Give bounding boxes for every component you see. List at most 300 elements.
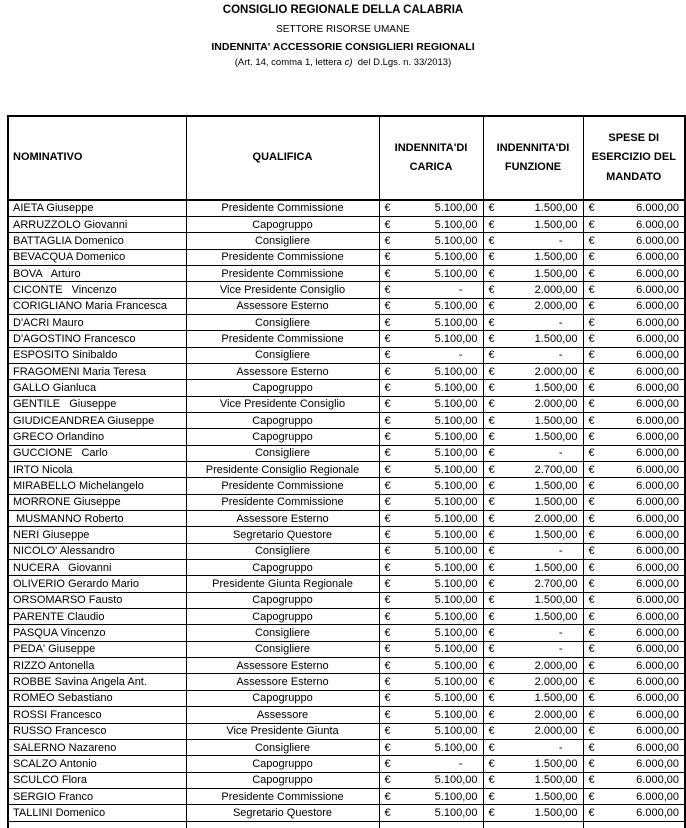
cell-indennita-carica [379,445,483,461]
euro-symbol: € [588,578,595,591]
cell-indennita-funzione [483,216,583,232]
euro-symbol: € [588,496,595,509]
table-row [8,511,685,527]
cell-qualifica: Consigliere [186,233,379,249]
euro-symbol: € [488,692,495,705]
euro-symbol: € [488,578,495,591]
amount-value: 6.000,00 [636,496,679,509]
table-row [8,282,685,298]
amount-value: 6.000,00 [636,365,679,378]
amount-value: 5.100,00 [434,365,478,378]
euro-symbol: € [384,790,391,803]
cell-spese-mandato [583,576,685,592]
cell-spese-mandato [583,396,685,412]
cell-indennita-carica [379,576,483,592]
amount-value: 6.000,00 [636,725,679,738]
euro-symbol: € [588,251,595,264]
table-row [8,576,685,592]
amount-value: 5.100,00 [434,610,478,623]
cell-nominativo: ROSSI Francesco [8,707,186,723]
amount-value: 2.000,00 [534,365,578,378]
cell-nominativo: ROMEO Sebastiano [8,690,186,706]
euro-symbol: € [384,529,391,542]
amount-value: 1.500,00 [534,790,578,803]
cell-indennita-funzione [483,494,583,510]
amount-value: 6.000,00 [636,561,679,574]
amount-value: 5.100,00 [434,790,478,803]
col-header-spese-mandato: SPESE DI ESERCIZIO DEL MANDATO [583,116,685,200]
document-header [0,4,686,69]
amount-value: 1.500,00 [534,202,578,215]
table-row [8,625,685,641]
amount-value: 5.100,00 [434,447,478,460]
amount-value: - [558,545,563,558]
cell-nominativo: TALLINI Domenico [8,805,186,821]
amount-value: 2.000,00 [534,659,578,672]
table-header [8,116,685,200]
euro-symbol: € [588,692,595,705]
amount-value: 5.100,00 [434,643,478,656]
euro-symbol: € [384,692,391,705]
cell-spese-mandato [583,249,685,265]
cell-indennita-carica [379,592,483,608]
euro-symbol: € [588,365,595,378]
amount-value: - [558,316,563,329]
cell-qualifica: Segretario Questore [186,805,379,821]
amount-value: 5.100,00 [434,659,478,672]
amount-value: 6.000,00 [636,708,679,721]
euro-symbol: € [384,496,391,509]
col-header-qualifica: QUALIFICA [186,116,379,200]
cell-qualifica: Capogruppo [186,380,379,396]
euro-symbol: € [588,316,595,329]
euro-symbol: € [488,725,495,738]
amount-value: 5.100,00 [434,806,478,819]
euro-symbol: € [488,414,495,427]
amount-value: 5.100,00 [434,218,478,231]
euro-symbol: € [384,676,391,689]
euro-symbol: € [588,545,595,558]
cell-indennita-carica [379,739,483,755]
cell-indennita-funzione [483,658,583,674]
amount-value: 6.000,00 [636,267,679,280]
amount-value: 6.000,00 [636,463,679,476]
euro-symbol: € [488,430,495,443]
cell-indennita-funzione [483,396,583,412]
amount-value: 5.100,00 [434,414,478,427]
euro-symbol: € [588,627,595,640]
euro-symbol: € [488,251,495,264]
euro-symbol: € [384,643,391,656]
cell-indennita-carica [379,429,483,445]
cell-qualifica [186,821,379,828]
cell-nominativo: GUCCIONE Carlo [8,445,186,461]
table-row [8,380,685,396]
table-row [8,331,685,347]
table-row [8,641,685,657]
euro-symbol: € [488,332,495,345]
euro-symbol: € [588,414,595,427]
amount-value: - [458,283,463,296]
cell-nominativo: ROBBE Savina Angela Ant. [8,674,186,690]
cell-indennita-funzione [483,821,583,828]
cell-qualifica: Presidente Commissione [186,331,379,347]
euro-symbol: € [588,790,595,803]
cell-qualifica: Capogruppo [186,609,379,625]
euro-symbol: € [588,398,595,411]
cell-indennita-funzione [483,445,583,461]
amount-value: 5.100,00 [434,708,478,721]
cell-indennita-carica [379,249,483,265]
amount-value: 6.000,00 [636,790,679,803]
org-title: CONSIGLIO REGIONALE DELLA CALABRIA [222,4,464,16]
euro-symbol: € [384,512,391,525]
amount-value: - [558,741,563,754]
cell-indennita-carica [379,756,483,772]
table-row [8,756,685,772]
cell-indennita-funzione [483,756,583,772]
cell-indennita-carica [379,478,483,494]
euro-symbol: € [488,202,495,215]
cell-nominativo: MUSMANNO Roberto [8,511,186,527]
cell-indennita-funzione [483,429,583,445]
cell-qualifica: Vice Presidente Consiglio [186,282,379,298]
table-row [8,216,685,232]
amount-value: 1.500,00 [534,430,578,443]
cell-nominativo: SALERNO Nazareno [8,739,186,755]
cell-indennita-funzione [483,478,583,494]
cell-indennita-funzione [483,805,583,821]
cell-spese-mandato [583,265,685,281]
amount-value: 6.000,00 [636,529,679,542]
cell-qualifica: Assessore Esterno [186,363,379,379]
amount-value: 6.000,00 [636,643,679,656]
amount-value: 1.500,00 [534,806,578,819]
amount-value: 6.000,00 [636,610,679,623]
cell-spese-mandato [583,429,685,445]
amount-value: 5.100,00 [434,774,478,787]
cell-indennita-carica [379,560,483,576]
euro-symbol: € [588,529,595,542]
cell-nominativo: AIETA Giuseppe [8,200,186,216]
cell-indennita-funzione [483,412,583,428]
euro-symbol: € [488,659,495,672]
amount-value: - [458,757,463,770]
amount-value: 6.000,00 [636,332,679,345]
amount-value: 2.700,00 [534,578,578,591]
table-row [8,347,685,363]
amount-value: 5.100,00 [434,381,478,394]
euro-symbol: € [588,708,595,721]
cell-indennita-funzione [483,592,583,608]
euro-symbol: € [488,398,495,411]
euro-symbol: € [384,414,391,427]
cell-spese-mandato [583,739,685,755]
amount-value: 6.000,00 [636,676,679,689]
table-row [8,707,685,723]
cell-nominativo: PARENTE Claudio [8,609,186,625]
amount-value: 6.000,00 [636,316,679,329]
document-title: INDENNITA' ACCESSORIE CONSIGLIERI REGIONALI [211,40,475,53]
cell-spese-mandato [583,412,685,428]
euro-symbol: € [488,316,495,329]
euro-symbol: € [384,627,391,640]
amount-value: 5.100,00 [434,594,478,607]
amount-value: 5.100,00 [434,316,478,329]
cell-indennita-carica [379,641,483,657]
euro-symbol: € [488,757,495,770]
euro-symbol: € [488,512,495,525]
amount-value: - [558,234,563,247]
cell-nominativo: FRAGOMENI Maria Teresa [8,363,186,379]
cell-qualifica: Consigliere [186,641,379,657]
amount-value: 5.100,00 [434,398,478,411]
cell-indennita-carica [379,821,483,828]
table-row [8,429,685,445]
euro-symbol: € [488,610,495,623]
cell-qualifica: Vice Presidente Giunta [186,723,379,739]
indemnities-table [7,115,686,828]
table-row [8,265,685,281]
amount-value: - [558,349,563,362]
cell-indennita-funzione [483,511,583,527]
cell-indennita-carica [379,658,483,674]
cell-qualifica: Capogruppo [186,560,379,576]
table-row [8,772,685,788]
amount-value: 2.000,00 [534,398,578,411]
amount-value: 1.500,00 [534,332,578,345]
euro-symbol: € [384,398,391,411]
euro-symbol: € [384,561,391,574]
cell-qualifica: Assessore [186,707,379,723]
cell-qualifica: Capogruppo [186,429,379,445]
cell-indennita-funzione [483,200,583,216]
amount-value: 6.000,00 [636,300,679,313]
cell-spese-mandato [583,821,685,828]
euro-symbol: € [384,545,391,558]
amount-value: 6.000,00 [636,480,679,493]
cell-qualifica: Presidente Commissione [186,478,379,494]
table-row [8,298,685,314]
cell-indennita-carica [379,200,483,216]
table-row [8,821,685,828]
amount-value: 5.100,00 [434,545,478,558]
euro-symbol: € [588,594,595,607]
cell-nominativo [8,821,186,828]
cell-spese-mandato [583,609,685,625]
cell-nominativo: SCALZO Antonio [8,756,186,772]
euro-symbol: € [488,529,495,542]
cell-indennita-funzione [483,641,583,657]
euro-symbol: € [488,463,495,476]
amount-value: 2.000,00 [534,283,578,296]
table-row [8,543,685,559]
cell-indennita-funzione [483,707,583,723]
euro-symbol: € [488,806,495,819]
amount-value: 6.000,00 [636,202,679,215]
euro-symbol: € [488,676,495,689]
euro-symbol: € [384,463,391,476]
amount-value: 1.500,00 [534,480,578,493]
cell-indennita-funzione [483,380,583,396]
euro-symbol: € [588,234,595,247]
table-row [8,788,685,804]
euro-symbol: € [488,300,495,313]
amount-value: 5.100,00 [434,725,478,738]
cell-qualifica: Capogruppo [186,756,379,772]
amount-value: 1.500,00 [534,496,578,509]
euro-symbol: € [384,300,391,313]
table-row [8,658,685,674]
cell-nominativo: ARRUZZOLO Giovanni [8,216,186,232]
amount-value: 6.000,00 [636,806,679,819]
table-header-row [8,116,685,200]
amount-value: - [458,349,463,362]
euro-symbol: € [488,365,495,378]
cell-spese-mandato [583,363,685,379]
amount-value: 6.000,00 [636,234,679,247]
amount-value: 6.000,00 [636,692,679,705]
euro-symbol: € [488,447,495,460]
cell-spese-mandato [583,511,685,527]
cell-nominativo: NICOLO' Alessandro [8,543,186,559]
legal-reference-suffix: del D.Lgs. n. 33/2013) [352,57,452,69]
cell-nominativo: NUCERA Giovanni [8,560,186,576]
cell-spese-mandato [583,347,685,363]
amount-value: 2.000,00 [534,676,578,689]
cell-indennita-funzione [483,363,583,379]
euro-symbol: € [384,349,391,362]
euro-symbol: € [588,381,595,394]
euro-symbol: € [384,578,391,591]
col-header-indennita-funzione: INDENNITA'DI FUNZIONE [483,116,583,200]
cell-nominativo: ESPOSITO Sinibaldo [8,347,186,363]
cell-spese-mandato [583,690,685,706]
amount-value: 2.700,00 [534,463,578,476]
amount-value: 6.000,00 [636,659,679,672]
amount-value: 6.000,00 [636,774,679,787]
cell-qualifica: Assessore Esterno [186,658,379,674]
cell-qualifica: Consigliere [186,543,379,559]
legal-reference-italic: c) [344,57,353,69]
amount-value: 1.500,00 [534,561,578,574]
euro-symbol: € [488,381,495,394]
euro-symbol: € [384,774,391,787]
amount-value: 5.100,00 [434,692,478,705]
euro-symbol: € [588,643,595,656]
table-row [8,478,685,494]
euro-symbol: € [488,545,495,558]
cell-nominativo: NERI Giuseppe [8,527,186,543]
euro-symbol: € [384,480,391,493]
cell-indennita-funzione [483,560,583,576]
cell-indennita-carica [379,625,483,641]
cell-qualifica: Presidente Commissione [186,200,379,216]
cell-nominativo: PASQUA Vincenzo [8,625,186,641]
amount-value: 1.500,00 [534,381,578,394]
euro-symbol: € [488,774,495,787]
cell-qualifica: Presidente Commissione [186,788,379,804]
amount-value: 6.000,00 [636,741,679,754]
euro-symbol: € [588,349,595,362]
amount-value: 1.500,00 [534,414,578,427]
amount-value: 6.000,00 [636,627,679,640]
cell-spese-mandato [583,282,685,298]
euro-symbol: € [384,594,391,607]
table-row [8,396,685,412]
euro-symbol: € [488,349,495,362]
euro-symbol: € [488,283,495,296]
cell-indennita-carica [379,772,483,788]
cell-indennita-carica [379,690,483,706]
euro-symbol: € [384,283,391,296]
legal-reference [0,58,686,68]
euro-symbol: € [588,283,595,296]
cell-qualifica: Assessore Esterno [186,298,379,314]
euro-symbol: € [488,627,495,640]
euro-symbol: € [588,430,595,443]
cell-indennita-carica [379,282,483,298]
cell-qualifica: Presidente Commissione [186,249,379,265]
cell-spese-mandato [583,331,685,347]
table-row [8,690,685,706]
cell-indennita-funzione [483,249,583,265]
amount-value: 6.000,00 [636,512,679,525]
euro-symbol: € [588,676,595,689]
amount-value: 1.500,00 [534,757,578,770]
amount-value: 5.100,00 [434,251,478,264]
cell-indennita-carica [379,674,483,690]
cell-indennita-carica [379,396,483,412]
amount-value: 1.500,00 [534,267,578,280]
cell-spese-mandato [583,233,685,249]
amount-value: 5.100,00 [434,561,478,574]
euro-symbol: € [384,725,391,738]
cell-spese-mandato [583,772,685,788]
euro-symbol: € [384,332,391,345]
cell-spese-mandato [583,478,685,494]
amount-value: 1.500,00 [534,692,578,705]
cell-indennita-carica [379,543,483,559]
cell-indennita-funzione [483,690,583,706]
cell-indennita-carica [379,805,483,821]
cell-qualifica: Capogruppo [186,412,379,428]
euro-symbol: € [588,561,595,574]
cell-spese-mandato [583,592,685,608]
cell-indennita-carica [379,380,483,396]
cell-nominativo: MIRABELLO Michelangelo [8,478,186,494]
amount-value: 5.100,00 [434,332,478,345]
cell-spese-mandato [583,216,685,232]
cell-spese-mandato [583,380,685,396]
table-row [8,739,685,755]
cell-indennita-funzione [483,576,583,592]
cell-indennita-carica [379,265,483,281]
cell-indennita-funzione [483,462,583,478]
euro-symbol: € [488,218,495,231]
euro-symbol: € [488,741,495,754]
cell-qualifica: Consigliere [186,445,379,461]
cell-spese-mandato [583,445,685,461]
euro-symbol: € [488,561,495,574]
euro-symbol: € [588,806,595,819]
cell-qualifica: Segretario Questore [186,527,379,543]
euro-symbol: € [488,594,495,607]
cell-spese-mandato [583,788,685,804]
amount-value: 6.000,00 [636,430,679,443]
cell-nominativo: BATTAGLIA Domenico [8,233,186,249]
cell-spese-mandato [583,560,685,576]
